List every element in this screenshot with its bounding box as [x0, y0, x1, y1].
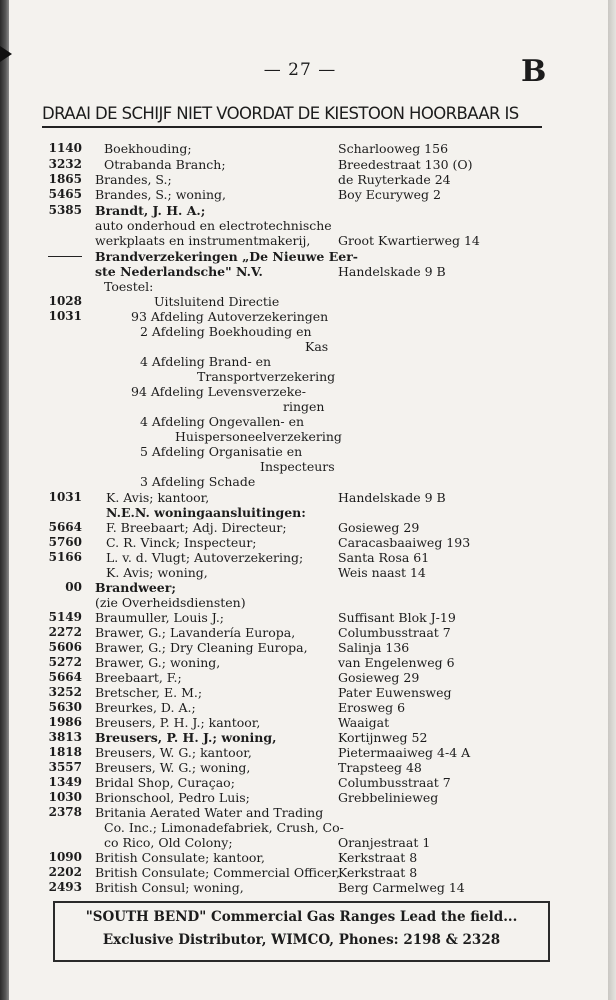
- directory-entry: [0, 640, 600, 655]
- subscriber-name: Kas: [305, 339, 329, 354]
- phone-number: 5166: [48, 550, 82, 564]
- page-right-edge: [608, 0, 616, 1000]
- directory-entry: [0, 187, 600, 202]
- subscriber-name: Brandes, S.;: [95, 172, 172, 187]
- dash-rule: [48, 256, 82, 257]
- advertisement-headline: "SOUTH BEND" Commercial Gas Ranges Lead the field...: [85, 909, 518, 925]
- directory-entry: [0, 354, 600, 369]
- subscriber-address: Waaigat: [338, 715, 390, 730]
- directory-entry: [0, 218, 600, 233]
- directory-entry: [0, 474, 600, 489]
- subscriber-name: 94 Afdeling Levensverzeke-: [131, 384, 306, 399]
- subscriber-address: Pater Euwensweg: [338, 685, 452, 700]
- directory-entry: [0, 459, 600, 474]
- phone-number: 3232: [48, 157, 82, 171]
- phone-number: 5272: [48, 655, 82, 669]
- phone-number: 1140: [48, 141, 82, 155]
- subscriber-name: Bridal Shop, Curaçao;: [95, 775, 235, 790]
- subscriber-name: C. R. Vinck; Inspecteur;: [106, 535, 257, 550]
- subscriber-name: Breusers, P. H. J.; woning,: [95, 730, 277, 745]
- directory-entry: [0, 715, 600, 730]
- subscriber-address: Salinja 136: [338, 640, 410, 655]
- subscriber-address: Trapsteeg 48: [338, 760, 422, 775]
- phone-number: 1030: [48, 790, 82, 804]
- directory-entry: [0, 399, 600, 414]
- subscriber-address: Gosieweg 29: [338, 520, 420, 535]
- subscriber-name: Breusers, W. G.; woning,: [95, 760, 251, 775]
- phone-number: 2378: [48, 805, 82, 819]
- subscriber-name: Brandt, J. H. A.;: [95, 203, 206, 218]
- phone-number: 3252: [48, 685, 82, 699]
- subscriber-name: 4 Afdeling Brand- en: [140, 354, 272, 369]
- subscriber-name: auto onderhoud en electrotechnische: [95, 218, 332, 233]
- directory-entry: [0, 414, 600, 429]
- section-letter: B: [521, 54, 547, 89]
- subscriber-name: Toestel:: [104, 279, 154, 294]
- subscriber-address: Erosweg 6: [338, 700, 406, 715]
- phone-number: 2202: [48, 865, 82, 879]
- directory-entry: [0, 249, 600, 264]
- subscriber-name: K. Avis; woning,: [106, 565, 208, 580]
- subscriber-name: Breebaart, F.;: [95, 670, 182, 685]
- directory-entry: [0, 655, 600, 670]
- subscriber-address: Santa Rosa 61: [338, 550, 430, 565]
- directory-entry: [0, 850, 600, 865]
- subscriber-name: Co. Inc.; Limonadefabriek, Crush, Co-: [104, 820, 344, 835]
- subscriber-name: Brawer, G.; woning,: [95, 655, 221, 670]
- subscriber-address: Columbusstraat 7: [338, 625, 451, 640]
- directory-entry: [0, 309, 600, 324]
- subscriber-address: Groot Kwartierweg 14: [338, 233, 480, 248]
- directory-entry: [0, 745, 600, 760]
- subscriber-address: Caracasbaaiweg 193: [338, 535, 471, 550]
- directory-entry: [0, 880, 600, 895]
- phone-number: [40, 249, 82, 264]
- subscriber-name: ste Nederlandsche" N.V.: [95, 264, 263, 279]
- directory-entry: [0, 203, 600, 218]
- subscriber-address: Columbusstraat 7: [338, 775, 451, 790]
- directory-entry: [0, 233, 600, 248]
- phone-number: 5606: [48, 640, 82, 654]
- subscriber-address: Breedestraat 130 (O): [338, 157, 473, 172]
- subscriber-name: co Rico, Old Colony;: [104, 835, 233, 850]
- subscriber-address: Handelskade 9 B: [338, 490, 446, 505]
- subscriber-name: Brawer, G.; Lavandería Europa,: [95, 625, 296, 640]
- phone-number: 5385: [48, 203, 82, 217]
- subscriber-name: British Consul; woning,: [95, 880, 244, 895]
- directory-entry: [0, 264, 600, 279]
- subscriber-address: Suffisant Blok J-19: [338, 610, 456, 625]
- phone-number: 1349: [48, 775, 82, 789]
- phone-number: 1865: [48, 172, 82, 186]
- phone-number: 5664: [48, 670, 82, 684]
- directory-entry: [0, 520, 600, 535]
- directory-entry: [0, 865, 600, 880]
- subscriber-name: British Consulate; Commercial Officer,: [95, 865, 340, 880]
- phone-number: 1028: [48, 294, 82, 308]
- directory-entry: [0, 835, 600, 850]
- subscriber-address: Gosieweg 29: [338, 670, 420, 685]
- subscriber-address: de Ruyterkade 24: [338, 172, 451, 187]
- subscriber-name: Brawer, G.; Dry Cleaning Europa,: [95, 640, 308, 655]
- phone-number: 1031: [48, 490, 82, 504]
- phone-number: 5664: [48, 520, 82, 534]
- subscriber-name: Brandverzekeringen „De Nieuwe Eer-: [95, 249, 358, 264]
- directory-entry: [0, 339, 600, 354]
- subscriber-address: Oranjestraat 1: [338, 835, 431, 850]
- subscriber-name: Breusers, W. G.; kantoor,: [95, 745, 252, 760]
- subscriber-address: Pietermaaiweg 4-4 A: [338, 745, 471, 760]
- subscriber-name: Bretscher, E. M.;: [95, 685, 203, 700]
- subscriber-address: Kortijnweg 52: [338, 730, 428, 745]
- directory-entry: [0, 730, 600, 745]
- subscriber-name: 3 Afdeling Schade: [140, 474, 256, 489]
- subscriber-name: Brandweer;: [95, 580, 176, 595]
- subscriber-name: Otrabanda Branch;: [104, 157, 226, 172]
- directory-entry: [0, 610, 600, 625]
- phone-number: 5149: [48, 610, 82, 624]
- advertisement-distributor: Exclusive Distributor, WIMCO, Phones: 2198 & 2328: [102, 932, 501, 948]
- directory-entry: [0, 324, 600, 339]
- subscriber-name: Breusers, P. H. J.; kantoor,: [95, 715, 261, 730]
- directory-entry: [0, 775, 600, 790]
- directory-entry: [0, 157, 600, 172]
- subscriber-name: Transportverzekering: [197, 369, 336, 384]
- subscriber-address: Scharlooweg 156: [338, 141, 449, 156]
- dial-warning-banner: DRAAI DE SCHIJF NIET VOORDAT DE KIESTOON HOORBAAR IS: [42, 104, 542, 128]
- page-number: — 27 —: [263, 60, 337, 80]
- directory-entry: [0, 369, 600, 384]
- subscriber-name: K. Avis; kantoor,: [106, 490, 210, 505]
- directory-entry: [0, 384, 600, 399]
- phone-number: 5465: [48, 187, 82, 201]
- subscriber-name: Brionschool, Pedro Luis;: [95, 790, 250, 805]
- phone-number: 5760: [48, 535, 82, 549]
- directory-entry: [0, 444, 600, 459]
- directory-entry: [0, 535, 600, 550]
- phone-number: 1090: [48, 850, 82, 864]
- subscriber-name: (zie Overheidsdiensten): [95, 595, 246, 610]
- directory-entry: [0, 805, 600, 820]
- subscriber-address: Berg Carmelweg 14: [338, 880, 465, 895]
- subscriber-name: F. Breebaart; Adj. Directeur;: [106, 520, 287, 535]
- phone-number: 1818: [48, 745, 82, 759]
- subscriber-address: Kerkstraat 8: [338, 865, 418, 880]
- directory-entry: [0, 625, 600, 640]
- phone-number: 3813: [48, 730, 82, 744]
- subscriber-name: 2 Afdeling Boekhouding en: [140, 324, 312, 339]
- directory-entry: [0, 429, 600, 444]
- directory-entry: [0, 760, 600, 775]
- advertisement-box: [53, 901, 550, 962]
- subscriber-address: Handelskade 9 B: [338, 264, 446, 279]
- subscriber-name: Breurkes, D. A.;: [95, 700, 196, 715]
- phone-number: 3557: [48, 760, 82, 774]
- phone-number: 5630: [48, 700, 82, 714]
- phone-number: 1031: [48, 309, 82, 323]
- subscriber-name: Boekhouding;: [104, 141, 192, 156]
- phone-number: 2493: [48, 880, 82, 894]
- directory-entry: [0, 279, 600, 294]
- subscriber-name: 4 Afdeling Ongevallen- en: [140, 414, 305, 429]
- directory-entry: [0, 595, 600, 610]
- subscriber-name: N.E.N. woningaansluitingen:: [106, 505, 306, 520]
- subscriber-name: Britania Aerated Water and Trading: [95, 805, 324, 820]
- subscriber-name: Inspecteurs: [260, 459, 335, 474]
- subscriber-name: 93 Afdeling Autoverzekeringen: [131, 309, 329, 324]
- subscriber-name: ringen: [283, 399, 325, 414]
- directory-entry: [0, 550, 600, 565]
- subscriber-address: Boy Ecuryweg 2: [338, 187, 441, 202]
- subscriber-name: Braumuller, Louis J.;: [95, 610, 224, 625]
- subscriber-address: Kerkstraat 8: [338, 850, 418, 865]
- phone-number: 2272: [48, 625, 82, 639]
- directory-entry: [0, 141, 600, 156]
- directory-entry: [0, 490, 600, 505]
- directory-entry: [0, 565, 600, 580]
- subscriber-name: British Consulate; kantoor,: [95, 850, 266, 865]
- subscriber-address: van Engelenweg 6: [338, 655, 455, 670]
- directory-entry: [0, 294, 600, 309]
- directory-entry: [0, 685, 600, 700]
- subscriber-name: L. v. d. Vlugt; Autoverzekering;: [106, 550, 304, 565]
- directory-entry: [0, 790, 600, 805]
- directory-entry: [0, 820, 600, 835]
- directory-entry: [0, 580, 600, 595]
- directory-entry: [0, 700, 600, 715]
- directory-entry: [0, 670, 600, 685]
- subscriber-name: Huispersoneelverzekering: [175, 429, 342, 444]
- subscriber-name: Brandes, S.; woning,: [95, 187, 226, 202]
- subscriber-address: Grebbelinieweg: [338, 790, 439, 805]
- directory-entry: [0, 505, 600, 520]
- subscriber-name: Uitsluitend Directie: [154, 294, 280, 309]
- phone-number: 1986: [48, 715, 82, 729]
- subscriber-name: werkplaats en instrumentmakerij,: [95, 233, 311, 248]
- phone-number: 00: [65, 580, 82, 594]
- subscriber-address: Weis naast 14: [338, 565, 426, 580]
- subscriber-name: 5 Afdeling Organisatie en: [140, 444, 303, 459]
- directory-entry: [0, 172, 600, 187]
